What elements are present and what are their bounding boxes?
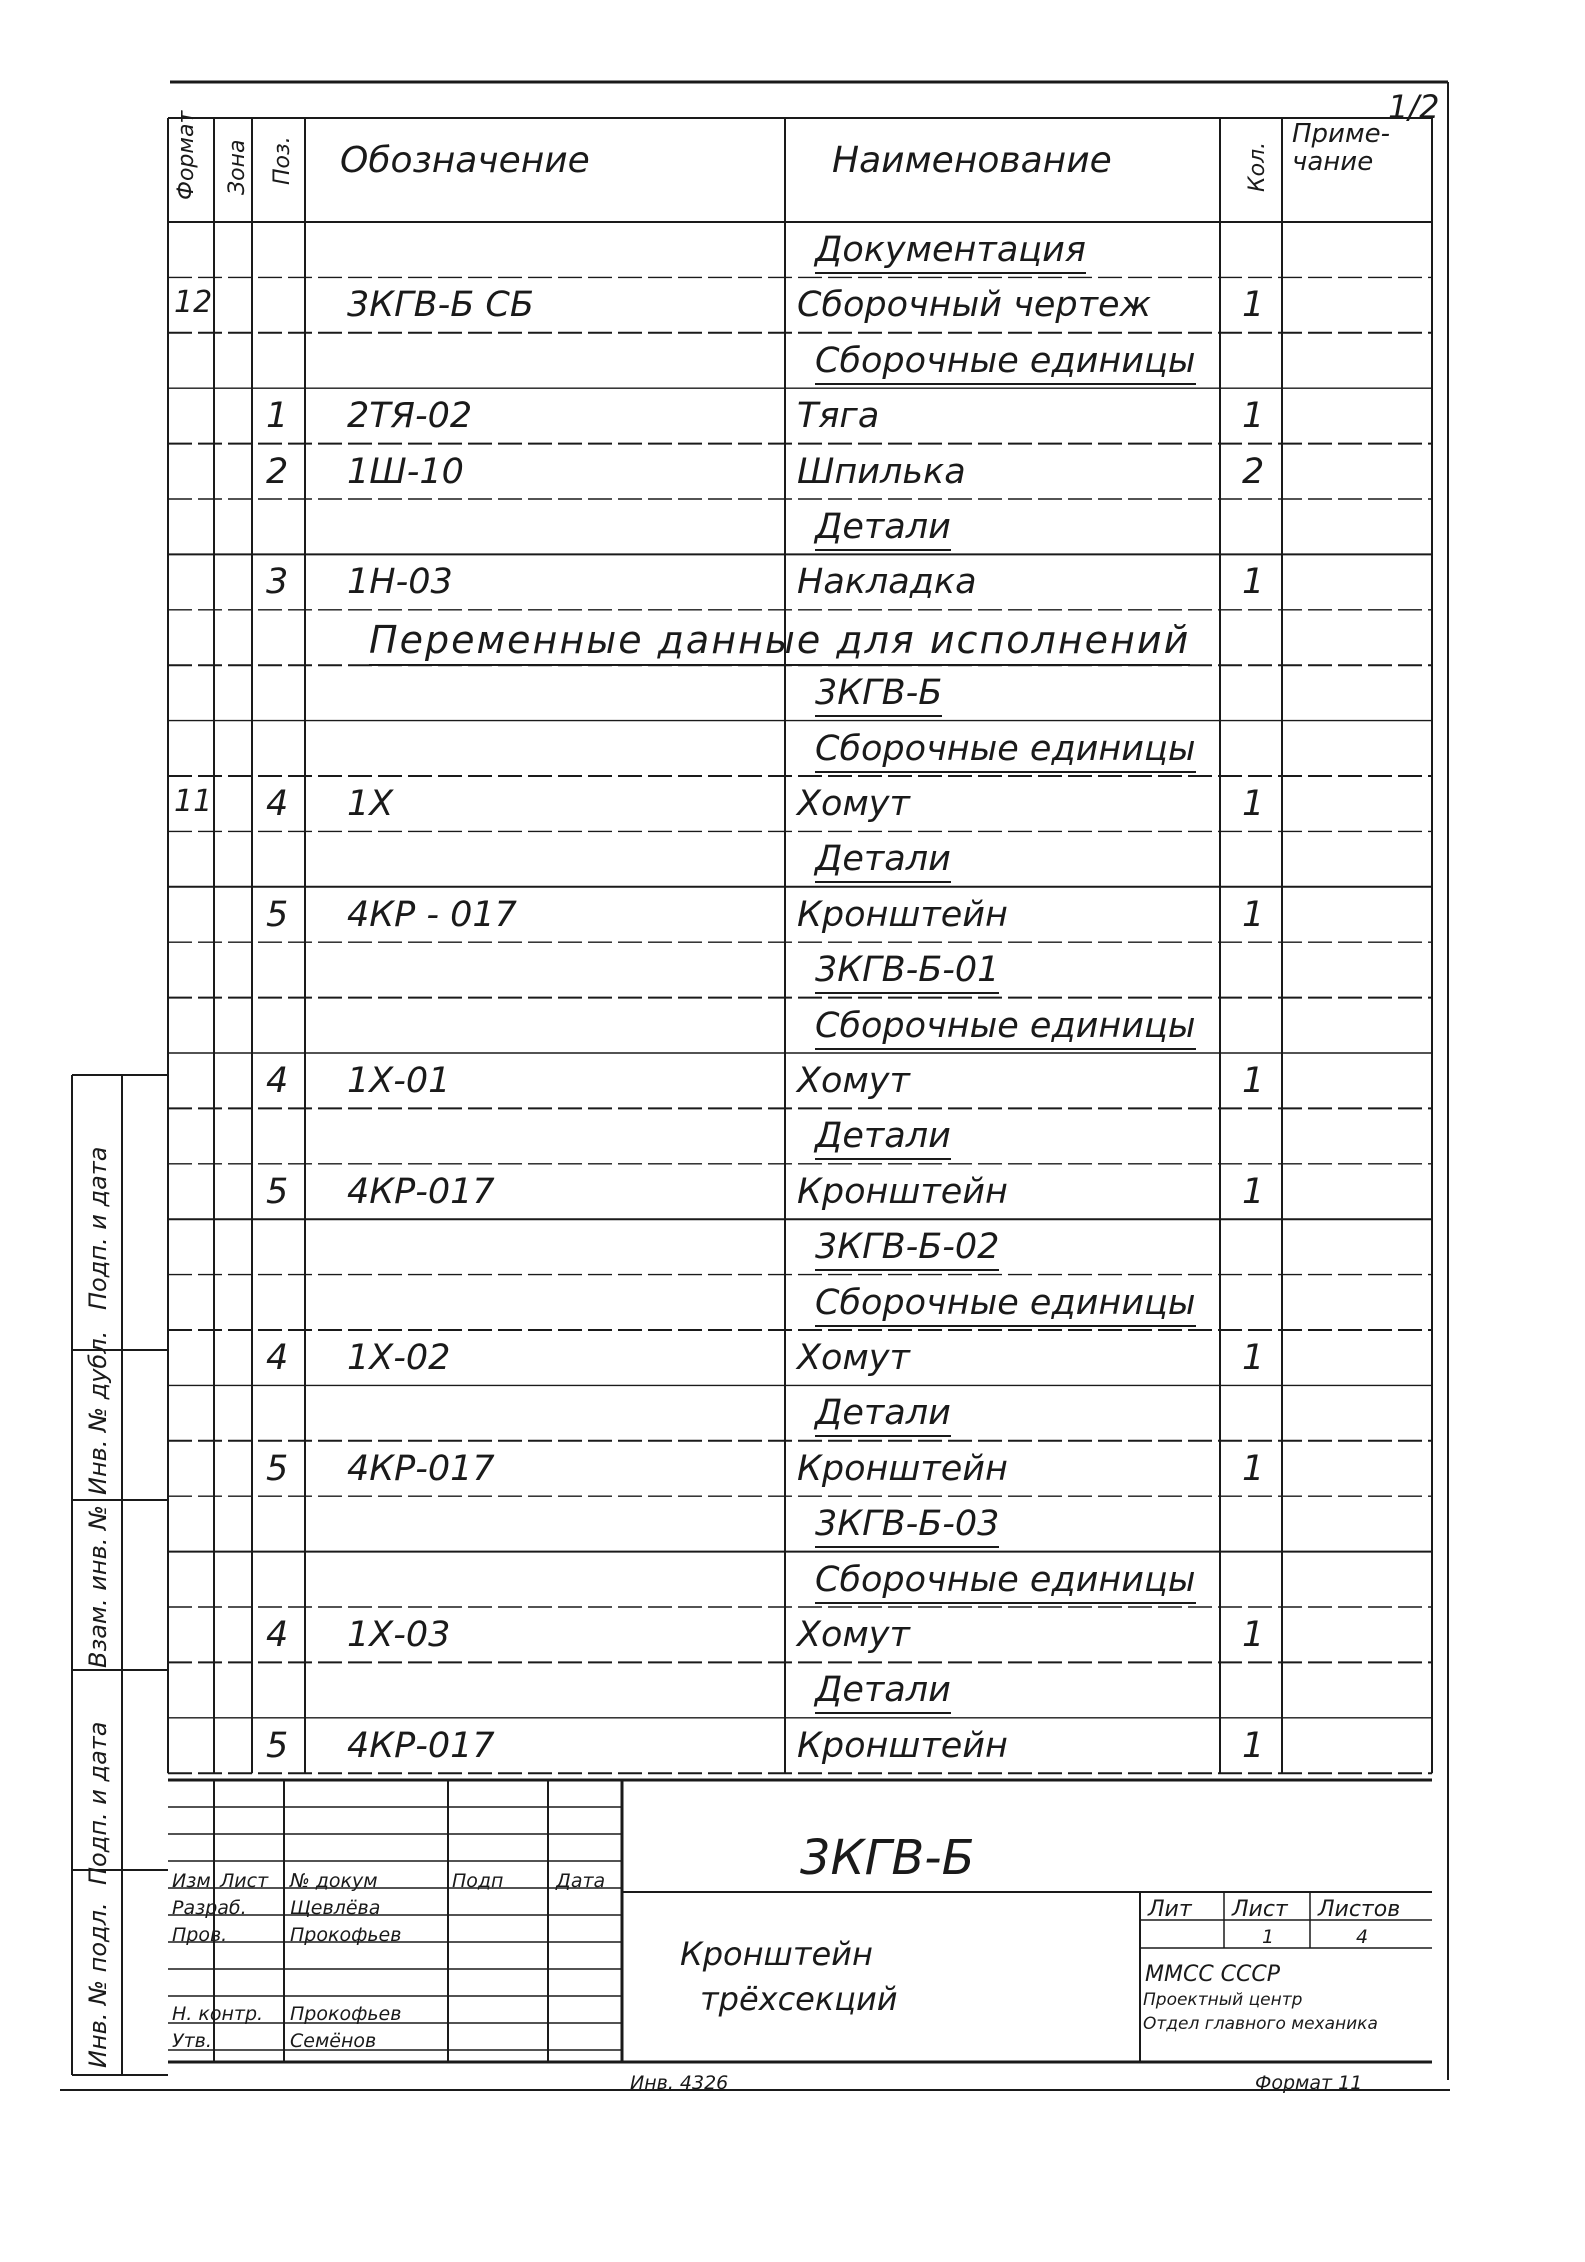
tb-list-value: 1 <box>1262 1926 1275 1948</box>
tb-list-label: Лист <box>1232 1897 1288 1922</box>
row-qty: 1 <box>1242 396 1265 437</box>
row-designation: 4КР - 017 <box>347 894 517 935</box>
row-name: Сборочные единицы <box>815 729 1196 773</box>
header-format: Формат <box>174 110 199 200</box>
row-name: Кронштейн <box>797 1448 1008 1489</box>
row-qty: 1 <box>1242 285 1265 326</box>
row-qty: 1 <box>1242 1448 1265 1489</box>
header-name: Наименование <box>832 140 1112 181</box>
row-name: 3КГВ-Б-02 <box>815 1227 999 1271</box>
row-pos: 4 <box>266 1061 289 1101</box>
tb-col-sheet: Лист <box>220 1870 269 1892</box>
row-qty: 1 <box>1242 894 1265 935</box>
tb-title-2: трёхсекций <box>700 1980 898 2018</box>
tb-role-3: Утв. <box>172 2030 212 2052</box>
inv-number: Инв. 4326 <box>630 2072 729 2094</box>
row-qty: 2 <box>1242 451 1265 492</box>
row-name: 3КГВ-Б-03 <box>815 1504 999 1548</box>
row-qty: 1 <box>1242 562 1265 603</box>
row-name: Документация <box>815 230 1086 274</box>
row-name: Сборочный чертеж <box>797 285 1152 326</box>
row-designation: 1Х <box>347 784 394 824</box>
row-name: Кронштейн <box>797 1725 1008 1766</box>
side-sign-date-2: Подп. и дата <box>84 1721 112 1885</box>
tb-col-date: Дата <box>556 1870 606 1892</box>
header-zone: Зона <box>225 139 250 195</box>
tb-lists-label: Листов <box>1318 1897 1401 1922</box>
row-pos: 1 <box>266 396 289 437</box>
tb-name-2: Прокофьев <box>290 2003 402 2025</box>
row-name: Шпилька <box>797 451 966 492</box>
tb-name-3: Семёнов <box>290 2030 377 2052</box>
row-name: Хомут <box>797 784 910 824</box>
tb-role-0: Разраб. <box>172 1897 247 1919</box>
row-designation: 1Х-03 <box>347 1615 451 1655</box>
row-name: Хомут <box>797 1615 910 1655</box>
row-designation: 3КГВ-Б СБ <box>347 285 534 326</box>
tb-org-1: ММСС СССР <box>1145 1962 1281 1987</box>
row-name: Переменные данные для исполнений <box>369 618 1190 666</box>
row-designation: 4КР-017 <box>347 1171 495 1212</box>
title-block-code: 3КГВ-Б <box>800 1830 975 1886</box>
tb-name-1: Прокофьев <box>290 1924 402 1946</box>
row-format: 11 <box>174 784 213 819</box>
row-name: Накладка <box>797 562 977 603</box>
row-pos: 5 <box>266 894 289 935</box>
row-pos: 4 <box>266 784 289 824</box>
row-name: Хомут <box>797 1061 910 1101</box>
tb-col-change: Изм <box>172 1870 211 1892</box>
row-name: Сборочные единицы <box>815 1560 1196 1604</box>
row-name: 3КГВ-Б <box>815 673 942 717</box>
row-pos: 4 <box>266 1338 289 1378</box>
row-name: Хомут <box>797 1338 910 1378</box>
tb-title-1: Кронштейн <box>680 1935 873 1973</box>
row-pos: 5 <box>266 1448 289 1489</box>
header-pos: Поз. <box>270 136 295 185</box>
tb-name-0: Щевлёва <box>290 1897 381 1919</box>
row-qty: 1 <box>1242 784 1265 824</box>
row-name: Сборочные единицы <box>815 1283 1196 1327</box>
format-label: Формат 11 <box>1255 2072 1363 2094</box>
side-sign-date-1: Подп. и дата <box>84 1146 112 1310</box>
row-designation: 4КР-017 <box>347 1448 495 1489</box>
row-name: Кронштейн <box>797 894 1008 935</box>
row-pos: 5 <box>266 1725 289 1766</box>
row-pos: 3 <box>266 562 289 603</box>
tb-role-2: Н. контр. <box>172 2003 264 2025</box>
row-qty: 1 <box>1242 1171 1265 1212</box>
row-designation: 2ТЯ-02 <box>347 396 473 437</box>
tb-org-3: Отдел главного механика <box>1143 2014 1378 2034</box>
sheet-number: 1/2 <box>1388 88 1440 126</box>
row-name: Детали <box>815 1116 951 1160</box>
side-orig-inv: Инв. № подл. <box>84 1902 112 2068</box>
row-designation: 1Ш-10 <box>347 451 464 492</box>
side-repl-inv: Взам. инв. № <box>84 1505 112 1668</box>
row-name: Детали <box>815 507 951 551</box>
tb-col-docno: № докум <box>290 1870 378 1892</box>
row-designation: 4КР-017 <box>347 1725 495 1766</box>
tb-lit-label: Лит <box>1148 1897 1192 1922</box>
row-name: Кронштейн <box>797 1171 1008 1212</box>
header-designation: Обозначение <box>340 140 590 181</box>
header-note: Приме- чание <box>1292 119 1390 177</box>
row-name: Детали <box>815 1670 951 1714</box>
row-qty: 1 <box>1242 1725 1265 1766</box>
row-name: 3КГВ-Б-01 <box>815 950 999 994</box>
row-qty: 1 <box>1242 1338 1265 1378</box>
row-name: Тяга <box>797 396 880 437</box>
row-name: Детали <box>815 1393 951 1437</box>
tb-col-sign: Подп <box>452 1870 504 1892</box>
row-qty: 1 <box>1242 1615 1265 1655</box>
row-pos: 4 <box>266 1615 289 1655</box>
row-name: Детали <box>815 839 951 883</box>
tb-org-2: Проектный центр <box>1143 1990 1303 2010</box>
tb-lists-value: 4 <box>1356 1926 1369 1948</box>
row-designation: 1Н-03 <box>347 562 453 603</box>
row-designation: 1Х-01 <box>347 1061 451 1101</box>
row-name: Сборочные единицы <box>815 341 1196 385</box>
row-pos: 5 <box>266 1171 289 1212</box>
header-qty: Кол. <box>1245 141 1270 192</box>
row-qty: 1 <box>1242 1061 1265 1101</box>
row-designation: 1Х-02 <box>347 1338 451 1378</box>
side-dup-inv: Инв. № дубл. <box>84 1330 112 1495</box>
row-pos: 2 <box>266 451 289 492</box>
row-format: 12 <box>174 285 213 321</box>
tb-role-1: Пров. <box>172 1924 228 1946</box>
row-name: Сборочные единицы <box>815 1006 1196 1050</box>
